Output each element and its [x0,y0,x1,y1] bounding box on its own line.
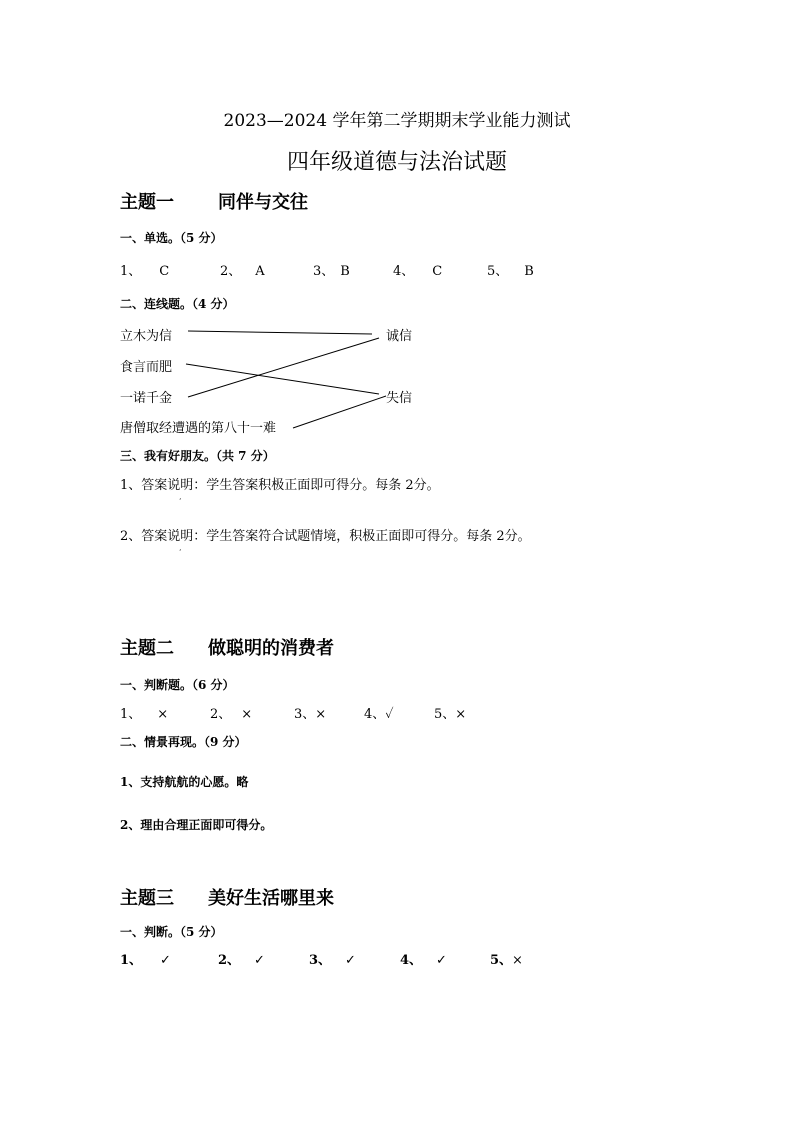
theme2-heading [120,634,334,660]
match-left-3: 一诺千金 [120,391,173,406]
theme3-name: 美好生活哪里来 [208,888,334,909]
theme2-answer-3: 3、× [294,707,327,722]
theme3-answer-1: 1、 ✓ [120,953,171,968]
match-line-1 [188,331,372,334]
theme3-answer-3: 3、 ✓ [309,953,356,968]
match-left-2: 食言而肥 [120,360,173,375]
theme2-sec2-title: 二、情景再现。（9 分） [120,735,247,749]
theme1-heading [120,188,308,214]
theme1-answer-1: 1、 C [120,264,170,279]
theme3-answer-4: 4、 ✓ [400,953,447,968]
theme3-answer-2: 2、 ✓ [218,953,265,968]
match-right-2: 失信 [386,391,413,406]
theme2-name: 做聪明的消费者 [208,638,334,659]
match-line-2 [186,364,379,394]
exam-subtitle: 四年级道德与法治试题 [286,150,507,175]
theme1-name: 同伴与交往 [218,192,308,213]
theme2-answer-2: 2、 × [210,707,253,722]
theme2-answer-4: 4、✓ [364,707,394,722]
theme3-heading [120,884,334,910]
theme1-sec3-line1: 1、答案说明：学生答案积极正面即可得分。每条 2分。 [120,478,440,493]
match-line-3 [188,338,379,397]
theme2-label: 主题二 [120,638,174,659]
theme2-sec2-line2: 2、理由合理正面即可得分。 [120,818,273,832]
theme1-sec3-line2: 2、答案说明：学生答案符合试题情境，积极正面即可得分。每条 2分。 [120,529,531,544]
theme2-answer-1: 1、 × [120,707,169,722]
theme1-label: 主题一 [120,192,174,213]
theme1-sec1-title: 一、单选。（5 分） [120,231,223,245]
match-line-4 [293,396,386,428]
theme1-answer-3: 3、 B [313,264,350,279]
exam-title: 2023—2024 学年第二学期期末学业能力测试 [223,111,571,131]
theme2-sec1-title: 一、判断题。（6 分） [120,678,235,692]
theme1-sec2-title: 二、连线题。（4 分） [120,297,235,311]
match-right-1: 诚信 [386,329,413,344]
theme3-label: 主题三 [120,888,174,909]
theme1-answer-2: 2、 A [220,264,265,279]
theme2-sec2-line1: 1、支持航航的心愿。略 [120,775,249,789]
theme3-answer-5: 5、× [490,953,523,968]
theme3-sec1-title: 一、判断。（5 分） [120,925,223,939]
match-left-1: 立木为信 [120,329,173,344]
theme2-answer-5: 5、× [434,707,467,722]
theme1-answer-5: 5、 B [487,264,534,279]
theme1-sec3-title: 三、我有好朋友。（共 7 分） [120,449,275,463]
stray-mark: , [179,543,182,552]
stray-mark: , [179,492,182,501]
theme1-answer-4: 4、 C [393,264,443,279]
match-left-4: 唐僧取经遭遇的第八十一难 [120,421,277,436]
